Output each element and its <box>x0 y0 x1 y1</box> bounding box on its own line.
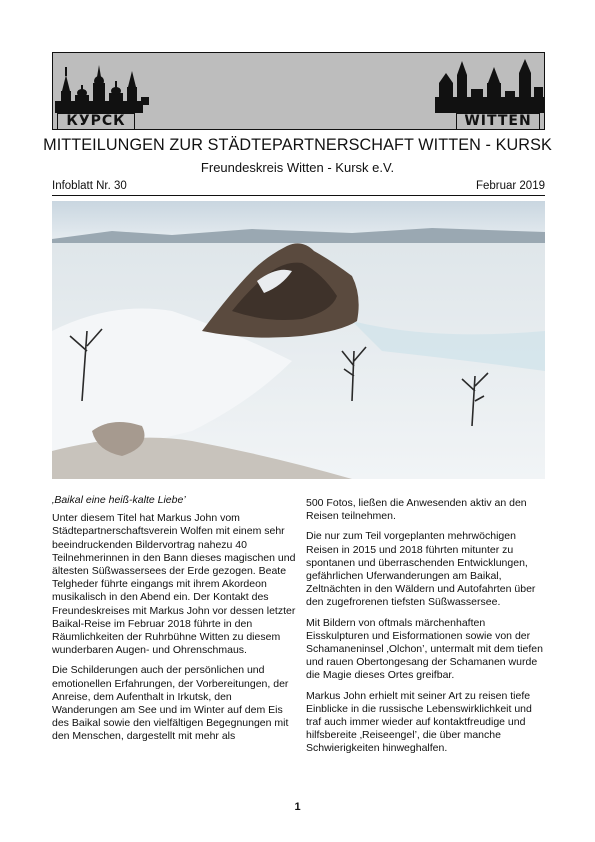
issue-number: Infoblatt Nr. 30 <box>52 180 127 192</box>
article-paragraph: Mit Bildern von oftmals märchenhaften Eisskulpturen und Eisformationen sowie von der Schamaneninsel ‚Olchon’, untermalt mit dem tiefen und rauen Obertongesang der Schamanen wurde die Magie dieses Ortes greifbar. <box>306 616 543 682</box>
issue-bar <box>52 180 545 196</box>
article-column-2 <box>306 497 545 763</box>
header-banner <box>52 52 545 130</box>
baikal-photo-image <box>52 201 545 479</box>
page-subtitle: Freundeskreis Witten - Kursk e.V. <box>200 160 395 175</box>
article-paragraph: Unter diesem Titel hat Markus John vom Städtepartnerschaftsverein Wolfen mit einem sehr beeindruckenden Bildervortrag nahezu 40 Teilnehmerinnen in den Bann dieses magischen und ältesten Süßwassersees der Erde gezogen. Beate Telgheder führte eingangs mit ihrem Akordeon musikalisch in den Abend ein. Der Kontakt des Freundeskreises mit Markus John vor dessen letzter Baikal-Reise im Februar 2018 führte in den Räumlichkeiten der Ruhrbühne Witten zu diesem wunderbaren Augen- und Ohrenschmaus. <box>52 512 296 657</box>
kursk-skyline-icon <box>55 65 149 113</box>
page-title: MITTEILUNGEN ZUR STÄDTEPARTNERSCHAFT WITTEN - KURSK <box>43 136 552 154</box>
article-paragraph: Markus John erhielt mit seiner Art zu reisen tiefe Einblicke in die russische Lebenswirklichkeit und traf auch immer wieder auf kontaktfreudige und hilfsbereite ‚Reiseengel’, die über manche Schwierigkeiten hinweghalfen. <box>306 689 532 755</box>
article-heading: ‚Baikal eine heiß-kalte Liebe’ <box>52 494 186 506</box>
kursk-logo: КУРСК <box>57 113 135 130</box>
issue-date: Februar 2019 <box>475 180 545 192</box>
witten-skyline-icon <box>435 59 545 113</box>
article-paragraph: Die nur zum Teil vorgeplanten mehrwöchigen Reisen in 2015 und 2018 führten mitunter zu spontanen und überraschenden Entwicklungen, gefährlichen Uferwanderungen am Baikal, Zeltnächten in den Wäldern und Autofahrten über den zugefrorenen tiefsten Süßwassersee. <box>306 530 536 609</box>
witten-logo: WITTEN <box>456 113 540 130</box>
baikal-photo <box>52 201 545 479</box>
article-column-1 <box>52 494 296 751</box>
article-paragraph: Die Schilderungen auch der persönlichen und emotionellen Erfahrungen, der Vorbereitungen, der Anreise, dem Aufenthalt in Irkutsk, den Wanderungen am See und im Winter auf dem Eis des Baikal sowie den vielfältigen Begegnungen mit den Menschen, dargestellt mit mehr als <box>52 664 289 743</box>
article-paragraph: 500 Fotos, ließen die Anwesenden aktiv an den Reisen teilnehmen. <box>306 497 527 523</box>
page-number: 1 <box>294 801 301 813</box>
